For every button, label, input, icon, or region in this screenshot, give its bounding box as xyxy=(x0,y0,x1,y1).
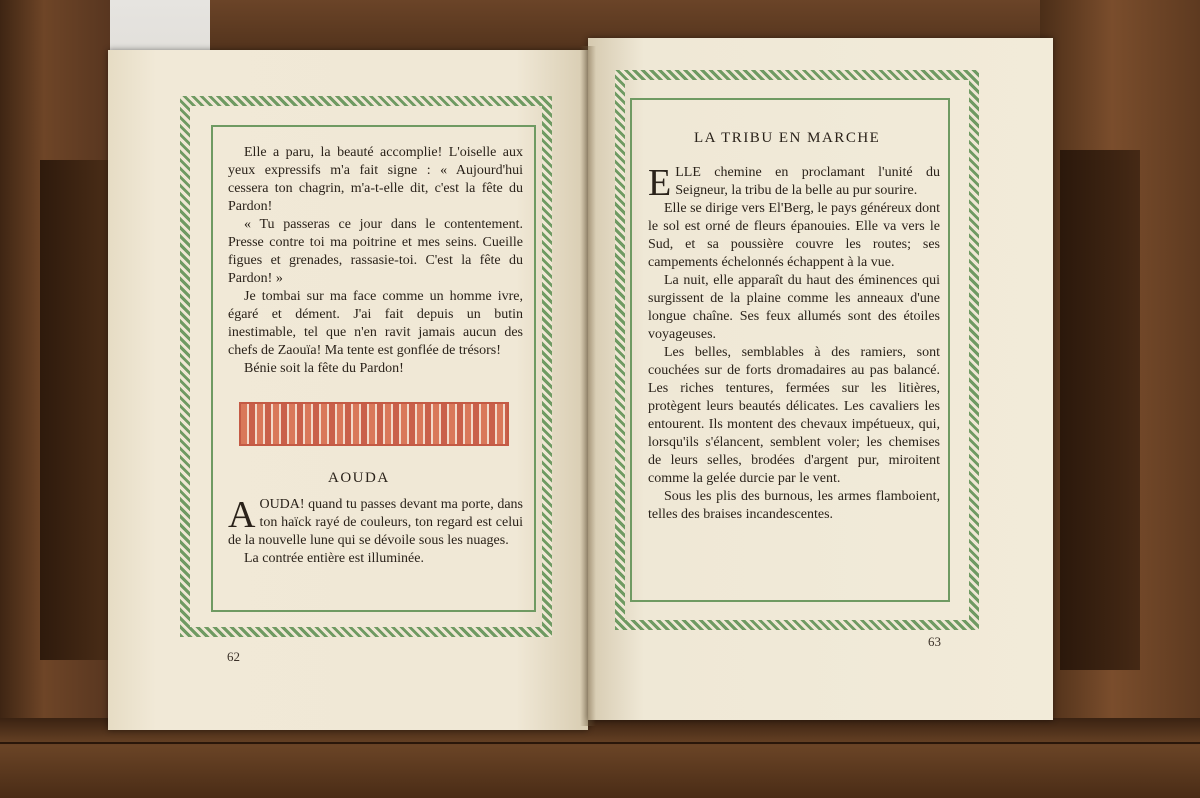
right-paragraph-4: Les belles, semblables à des ramiers, sont couchées sur de forts dromadaires au pas balancé. Les riches tentures, fermées sur les litières, protègent leurs beautés délicates. Les cavaliers les entourent. Ils montent des chevaux impétueux, qui, lorsqu'ils s'élancent, semblent voler; les chemises de leurs selles, brodées d'argent pur, miroitent comme la gelée durcie par le vent. xyxy=(648,345,940,486)
right-page-text xyxy=(648,164,940,524)
section-title-tribu: LA TRIBU EN MARCHE xyxy=(694,130,881,146)
left-paragraph-2: « Tu passeras ce jour dans le contentement. Presse contre toi ma poitrine et mes seins. Cueille figues et grenades, rassasie-toi. C'est la fête du Pardon! » xyxy=(228,217,523,286)
page-number-left: 62 xyxy=(227,649,240,664)
right-paragraph-3: La nuit, elle apparaît du haut des éminences qui surgissent de la plaine comme les anneaux d'une longue chaîne. Ses feux allumés sont des étoiles voyageuses. xyxy=(648,273,940,342)
left-paragraph-1: Elle a paru, la beauté accomplie! L'oiselle aux yeux expressifs m'a fait signe : « Aujourd'hui cessera ton chagrin, m'a-t-elle dit, c'est la fête du Pardon! xyxy=(228,145,523,214)
right-paragraph-2: Elle se dirige vers El'Berg, le pays généreux dont le sol est orné de fleurs épanouies. Elle va vers le Sud, et sa poussière couvre les routes; ses campements échelonnés échappent à la vue. xyxy=(648,201,940,270)
section-title-aouda: AOUDA xyxy=(328,470,390,486)
tribu-dropcap: E xyxy=(648,162,672,204)
left-paragraph-3: Je tombai sur ma face comme un homme ivre, égaré et dément. J'ai fait depuis un butin inestimable, tel que n'en ravit jamais aucun des chefs de Zaouïa! Ma tente est gonflée de trésors! xyxy=(228,289,523,358)
book-stand-ledge xyxy=(0,718,1200,798)
aouda-text xyxy=(228,496,523,568)
right-paragraph-5: Sous les plis des burnous, les armes flamboient, telles des braises incandescentes. xyxy=(648,489,940,522)
left-paragraph-4: Bénie soit la fête du Pardon! xyxy=(244,361,404,376)
tribu-first-rest: chemine en proclamant l'unité du Seigneur, la tribu de la belle au pur sourire. xyxy=(675,165,940,198)
page-number-right: 63 xyxy=(928,634,941,649)
book-stand-left-recess xyxy=(40,160,110,660)
book-stand-right-recess xyxy=(1060,150,1140,670)
aouda-first-rest: ! quand tu passes devant ma porte, dans ton haïck rayé de couleurs, ton regard est celui de la nouvelle lune qui se dévoile sous les nuages. xyxy=(228,497,523,548)
aouda-paragraph-1 xyxy=(228,496,523,550)
aouda-paragraph-2: La contrée entière est illuminée. xyxy=(244,551,424,566)
ornamental-band xyxy=(239,402,509,446)
ledge-groove xyxy=(0,742,1200,744)
tribu-smallcaps: LLE xyxy=(675,165,701,180)
aouda-smallcaps: OUDA xyxy=(259,497,300,512)
right-paragraph-1 xyxy=(648,162,940,204)
left-page-poem xyxy=(228,144,523,378)
book-gutter xyxy=(580,46,596,726)
aouda-dropcap: A xyxy=(228,494,256,536)
